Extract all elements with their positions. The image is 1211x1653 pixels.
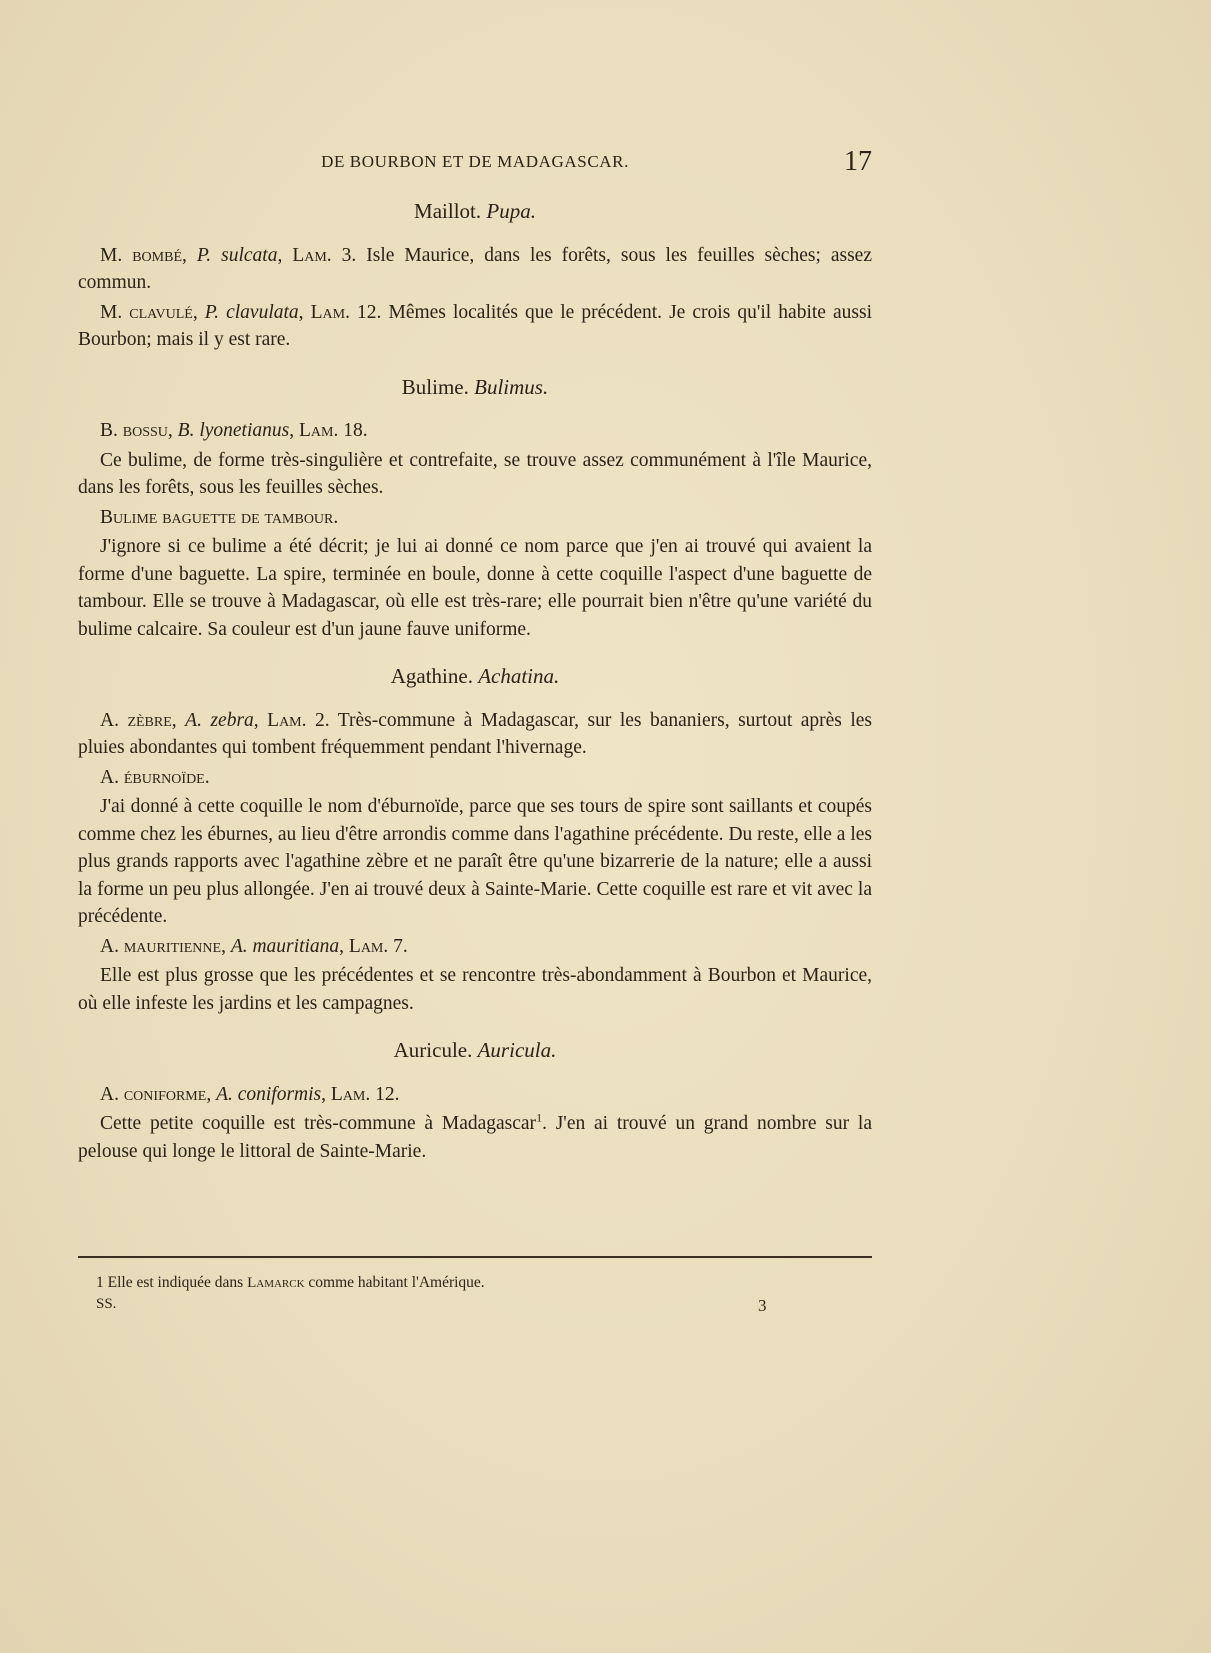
small-caps-name: coniforme [123,1083,207,1105]
running-head [78,146,872,176]
section-title-latin: Bulimus. [474,374,549,399]
section-title-bulime [78,374,872,402]
species-entry [78,1081,872,1109]
footnote-rule [78,1256,872,1258]
text-run: 1 Elle est indiquée dans [96,1274,248,1291]
species-entry [78,242,872,297]
text-run: Elle est plus grosse que les précédentes et se rencontre très-abondamment à Bourbon et Maurice, où elle infeste les jardins et les campagnes. [78,965,872,1014]
latin-binomial: A. coniformis [216,1083,322,1105]
text-run: , [289,420,299,441]
text-run: Cette petite coquille est très-commune à Madagascar [100,1113,537,1134]
text-run: J'ignore si ce bulime a été décrit; je lui ai donné ce nom parce que j'en ai trouvé qui avaient la forme d'une baguette. La spire, terminée en boule, donne à cette coquille l'aspect d'une baguette de tambour. Elle se trouve à Madagascar, où elle est très-rare; elle pourrait bien n'être qu'une variété du bulime calcaire. Sa couleur est d'un jaune fauve uniforme. [78,536,872,640]
text-run: Ce bulime, de forme très-singulière et contrefaite, se trouve assez communément à l'île Maurice, dans les forêts, sous les feuilles sèches. [78,449,872,498]
small-caps-name: clavulé [129,301,193,323]
small-caps-name: Lam [292,244,327,266]
species-entry [78,417,872,445]
text-run: . 2. Très-commune à Madagascar, sur les bananiers, surtout après les pluies abondantes qui tombent fréquemment pendant l'hivernage. [78,709,873,758]
section-title-maillot [78,198,872,226]
text-run: , [167,420,178,441]
text-run: . 3. Isle Maurice, dans les forêts, sous les feuilles sèches; assez commun. [78,244,872,293]
section-title-agathine [78,663,872,691]
text-run: , [206,1083,217,1105]
text-run: A. [100,1083,124,1105]
text-run: . 12. [365,1083,400,1105]
signature-mark: SS. [96,1296,117,1312]
text-run: A. [100,709,128,731]
latin-binomial: B. lyonetianus [177,420,290,441]
section-title-auricule [78,1037,872,1065]
text-run: , [277,244,293,266]
page-number: 17 [844,146,872,177]
section-title-french: Auricule. [393,1038,473,1062]
species-entry [78,933,872,961]
latin-binomial: P. sulcata [196,244,278,266]
text-run: B. [100,420,123,441]
species-description [78,533,872,643]
species-entry [78,707,872,762]
small-caps-name: mauritienne [123,935,222,957]
small-caps-name: Lam [310,301,346,323]
section-title-french: Agathine. [390,664,473,688]
text-run: , [171,709,186,731]
small-caps-name: zèbre [127,709,172,731]
text-run: M. [100,244,133,266]
small-caps-name: bossu [122,420,168,441]
text-run: , [192,301,205,323]
text-run: . 7. [383,935,408,957]
text-run: , [298,301,311,323]
small-caps-name: Lam [267,709,302,731]
text-run: , [253,709,268,731]
small-caps-name: Lam [348,935,384,957]
small-caps-name: éburnoïde. [123,766,210,788]
section-title-french: Bulime. [401,374,469,399]
text-run: , [182,244,197,266]
text-run: M. [100,301,130,323]
sheet-number: 3 [758,1296,767,1315]
text-run: , [221,935,231,957]
small-caps-name: Bulime baguette de tambour. [100,506,339,528]
text-run: . J'en ai trouvé un grand nombre sur la pelouse qui longe le littoral de Sainte-Marie. [78,1113,872,1162]
page-body [78,198,872,1167]
small-caps-name: bombé [132,244,182,266]
text-run: comme habitant l'Amérique. [304,1274,485,1291]
text-run: , [321,1083,331,1105]
latin-binomial: A. mauritiana [230,935,340,957]
section-title-latin: Auricula. [477,1038,557,1062]
footnote-marker: 1 [536,1110,543,1125]
species-description [78,962,872,1017]
running-title: DE BOURBON ET DE MADAGASCAR. [321,152,629,171]
section-title-latin: Pupa. [486,199,536,223]
text-run: J'ai donné à cette coquille le nom d'éburnoïde, parce que ses tours de spire sont saillants et coupés comme chez les éburnes, au lieu d'être arrondis comme dans l'agathine précédente. Du reste, elle a les plus grands rapports avec l'agathine zèbre et ne paraît être qu'une bizarrerie de la nature; elle a aussi la forme un peu plus allongée. J'en ai trouvé deux à Sainte-Marie. Cette coquille est rare et vit avec la précédente. [78,796,872,927]
latin-binomial: P. clavulata [204,301,299,323]
species-entry [78,764,872,792]
latin-binomial: A. zebra [185,709,254,731]
text-run: . 12. Mêmes localités que le précédent. Je crois qu'il habite aussi Bourbon; mais il y est rare. [78,301,872,350]
small-caps-name: Lamarck [247,1275,305,1291]
footnote [96,1273,796,1293]
species-description [78,1110,872,1165]
section-title-french: Maillot. [414,199,482,223]
text-run: , [339,935,349,957]
species-entry [78,299,872,354]
species-description [78,793,872,931]
section-title-latin: Achatina. [478,664,560,688]
species-entry [78,504,872,532]
text-run: A. [100,935,124,957]
text-run: . 18. [333,420,368,441]
small-caps-name: Lam [330,1083,366,1105]
species-description [78,447,872,502]
small-caps-name: Lam [298,420,334,441]
text-run: A. [100,766,124,788]
